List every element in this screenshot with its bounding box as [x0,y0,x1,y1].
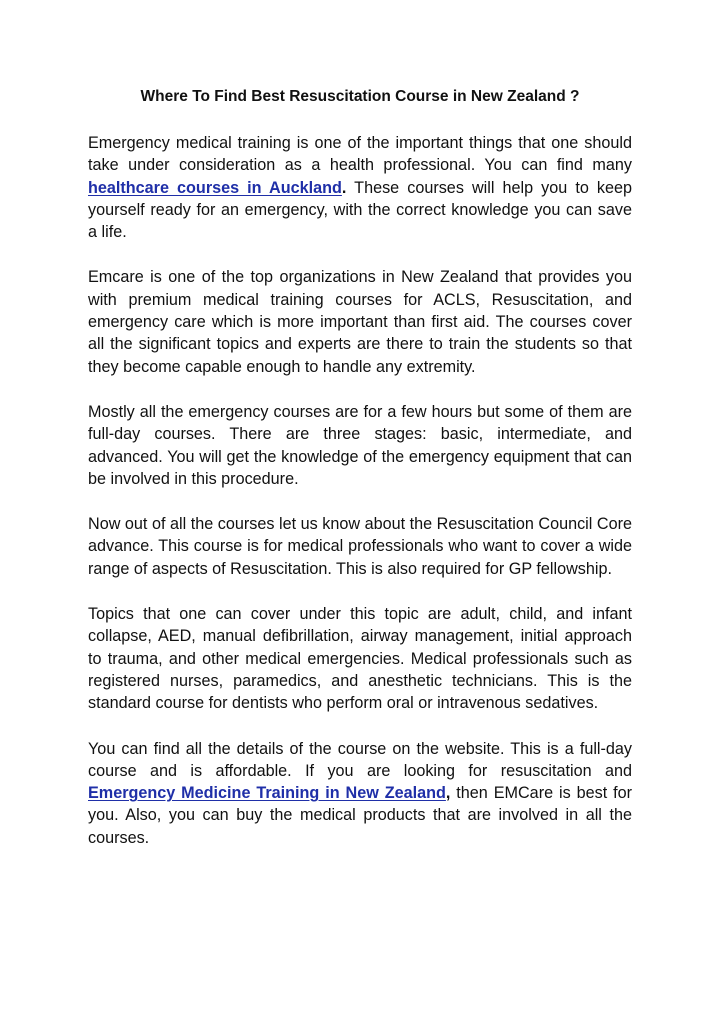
paragraph-1-link-suffix: . [341,178,347,197]
paragraph-3: Mostly all the emergency courses are for a few hours but some of them are full-day courses. There are three stages: basic, intermediate, and advanced. You will get the knowledge of the emergency equipment that can be involved in this procedure. [88,402,632,488]
paragraph-1 [88,132,632,243]
healthcare-courses-auckland-link[interactable]: healthcare courses in Auckland [88,178,342,197]
emergency-medicine-training-link[interactable]: Emergency Medicine Training in New Zealand [88,784,446,803]
paragraph-1-text-after: These courses will help you to keep yourself ready for an emergency, with the correct knowledge you can save a life. [88,178,632,242]
paragraph-2: Emcare is one of the top organizations in New Zealand that provides you with premium medical training courses for ACLS, Resuscitation, and emergency care which is more important than first aid. The courses cover all the significant topics and experts are there to train the students so that they become capable enough to handle any extremity. [88,268,632,376]
paragraph-6-text-after: then EMCare is best for you. Also, you can buy the medical products that are involved in all the courses. [88,784,632,847]
paragraph-6-link-suffix: , [445,784,451,803]
paragraph-1-text-before: Emergency medical training is one of the important things that one should take under consideration as a health professional. You can find many [88,134,632,175]
paragraph-6 [88,738,632,849]
paragraph-5: Topics that one can cover under this topic are adult, child, and infant collapse, AED, manual defibrillation, airway management, initial approach to trauma, and other medical emergencies. Medical professionals such as registered nurses, paramedics, and anesthetic technicians. This is the standard course for dentists who perform oral or intravenous sedatives. [88,605,632,713]
document-title: Where To Find Best Resuscitation Course in New Zealand ? [140,88,580,105]
paragraph-6-text-before: You can find all the details of the course on the website. This is a full-day course and is affordable. If you are looking for resuscitation and [88,739,632,780]
document-body [88,86,632,872]
paragraph-4: Now out of all the courses let us know about the Resuscitation Council Core advance. This course is for medical professionals who want to cover a wide range of aspects of Resuscitation. This is also required for GP fellowship. [88,515,632,578]
